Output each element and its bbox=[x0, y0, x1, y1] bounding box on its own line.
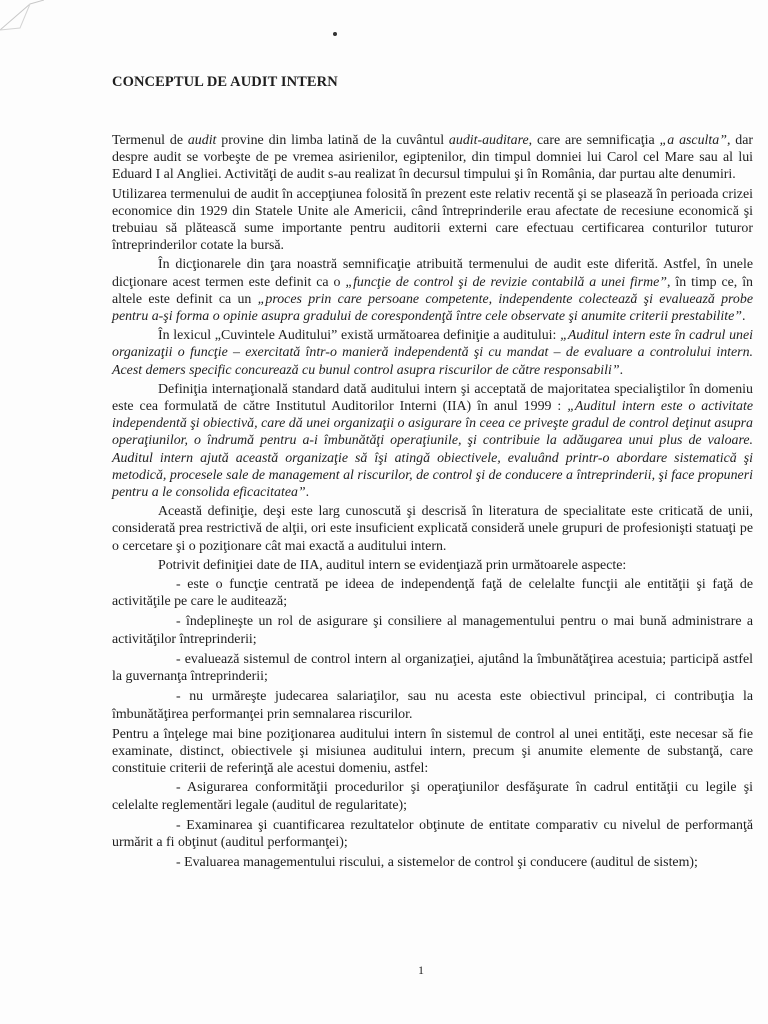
text-run: - evaluează sistemul de control intern al organizaţiei, ajutând la îmbunătăţirea acestuia; participă astfel la guvernanţa întreprinderii; bbox=[112, 651, 753, 685]
text-run: Pentru a înţelege mai bine poziţionarea auditului intern în sistemul de control al unei entităţi, este necesar să fie examinate, distinct, obiectivele şi misiunea auditului intern, precum şi anumite elemente de substanţă, care constituie criterii de referinţă ale acestui domeniu, astfel: bbox=[112, 726, 753, 777]
paragraph bbox=[112, 557, 753, 574]
text-run: - Asigurarea conformităţii procedurilor şi operaţiunilor desfăşurate în cadrul entităţii cu legile şi celelalte reglementări legale (auditul de regularitate); bbox=[112, 780, 753, 813]
text-run: . bbox=[742, 309, 746, 325]
italic-text: „a asculta” bbox=[659, 133, 727, 148]
list-item bbox=[112, 817, 753, 851]
text-run: - îndeplineşte un rol de asigurare şi consiliere al managementului pentru o mai bună administrare a activităţilor întreprinderii; bbox=[112, 614, 753, 647]
list-item bbox=[112, 688, 753, 722]
paragraph bbox=[112, 503, 753, 555]
page-number: 1 bbox=[418, 963, 424, 977]
text-run: , dar despre audit se vorbeşte de pe vremea asirienilor, egiptenilor, din timpul domniei lui Carol cel Mare sau al lui Eduard I al Angliei. Activităţi de audit s-au realizat în decursul timpului şi în România, dar purtau alte denumiri. bbox=[112, 133, 754, 183]
paragraph bbox=[112, 256, 753, 325]
list-item bbox=[112, 613, 753, 647]
text-run: În lexicul „Cuvintele Auditului” există următoarea definiţie a auditului: bbox=[158, 328, 561, 344]
text-run: , care are semnificaţia bbox=[528, 133, 660, 148]
scan-speck bbox=[333, 32, 337, 36]
italic-text: „funcţie de control şi de revizie contabilă a unei firme” bbox=[345, 274, 668, 290]
paragraph bbox=[112, 186, 753, 255]
text-run: Termenul de bbox=[112, 133, 188, 148]
list-item bbox=[112, 576, 753, 610]
document-title: CONCEPTUL DE AUDIT INTERN bbox=[112, 74, 338, 90]
italic-text: audit-auditare bbox=[448, 133, 529, 148]
text-run: Definiţia internaţională standard dată auditului intern şi acceptată de majoritatea specialiştilor în domeniu este cea formulată de către Institutul Auditorilor Interni (IIA) în anul 1999 : bbox=[112, 381, 753, 415]
list-item bbox=[112, 779, 753, 813]
text-run: Utilizarea termenului de audit în accepţiunea folosită în prezent este relativ recentă şi se plasează în perioada crizei economice din 1929 din Statele Unite ale Americii, când întreprinderile erau afectate de recesiune economică şi trebuiau să plătească sume importante pentru auditorii externi care efectuau certificarea conturilor tuturor întreprinderilor cotate la bursă. bbox=[112, 186, 753, 254]
text-run: Potrivit definiţiei date de IIA, auditul intern se evidenţiază prin următoarele aspecte: bbox=[158, 557, 627, 573]
italic-text: „Auditul intern este în cadrul unei organizaţii o funcţie – exercitată într-o manieră independentă şi cu mandat – de evaluare a controlului intern. Acest demers specific concurează cu bunul control asupra riscurilor de către responsabili” bbox=[112, 328, 753, 378]
text-run: - Examinarea şi cuantificarea rezultatelor obţinute de entitate comparativ cu nivelul de performanţă urmărit a fi obţinut (auditul performanţei); bbox=[112, 817, 753, 850]
italic-text: audit bbox=[187, 133, 217, 148]
text-run: - Evaluarea managementului riscului, a sistemelor de control şi conducere (auditul de sistem); bbox=[176, 855, 698, 871]
text-run: provine din limba latină de la cuvântul bbox=[216, 133, 449, 148]
paragraph bbox=[112, 327, 753, 379]
document-body bbox=[112, 132, 753, 874]
text-run: . bbox=[619, 362, 624, 378]
paragraph bbox=[112, 726, 753, 778]
italic-text: „Auditul intern este o activitate independentă şi obiectivă, care dă unei organizaţii o asigurare în ceea ce priveşte gradul de control deţinut asupra operaţiunilor, o îndrumă pentru a-i îmbunătăţi operaţiunile, şi contribuie la adăugarea unui plus de valoare. Auditul intern ajută această organizaţie să îşi atingă obiectivele, evaluând printr-o abordare sistematică şi metodică, procesele sale de management al riscurilor, de control şi de conducere a întreprinderii, şi face propuneri pentru a le consolida eficacitatea” bbox=[112, 399, 753, 501]
text-run: Această definiţie, deşi este larg cunoscută şi descrisă în literatura de specialitate este criticată de unii, considerată prea restrictivă de alţii, ori este insuficient explicată consideră unele grupuri de profesionişti statuaţi pe o cercetare şi o poziţionare cât mai exactă a auditului intern. bbox=[112, 504, 753, 554]
text-run: - nu urmăreşte judecarea salariaţilor, sau nu acesta este obiectivul principal, ci contribuţia la îmbunătăţirea performanţei prin semnalarea riscurilor. bbox=[112, 689, 753, 722]
text-run: . bbox=[305, 485, 310, 501]
paragraph bbox=[112, 132, 753, 184]
list-item bbox=[112, 651, 753, 685]
list-item bbox=[112, 854, 753, 871]
text-run: - este o funcţie centrată pe ideea de independenţă faţă de celelalte funcţii ale entităţii şi faţă de activităţile pe care le auditează; bbox=[112, 577, 753, 610]
folded-corner-mark bbox=[0, 0, 44, 34]
paragraph bbox=[112, 381, 753, 501]
text-run: În dicţionarele din ţara noastră semnificaţie atribuită termenului de audit este diferită. Astfel, în unele dicţionare acest termen este definit ca o bbox=[112, 257, 753, 290]
italic-text: „proces prin care persoane competente, independente colectează şi evaluează probe pentru a-şi forma o opinie asupra gradului de corespondenţă între cele observate şi anumite criterii prestabilite” bbox=[112, 291, 753, 325]
text-run: , în timp ce, în altele este definit ca un bbox=[112, 274, 753, 307]
